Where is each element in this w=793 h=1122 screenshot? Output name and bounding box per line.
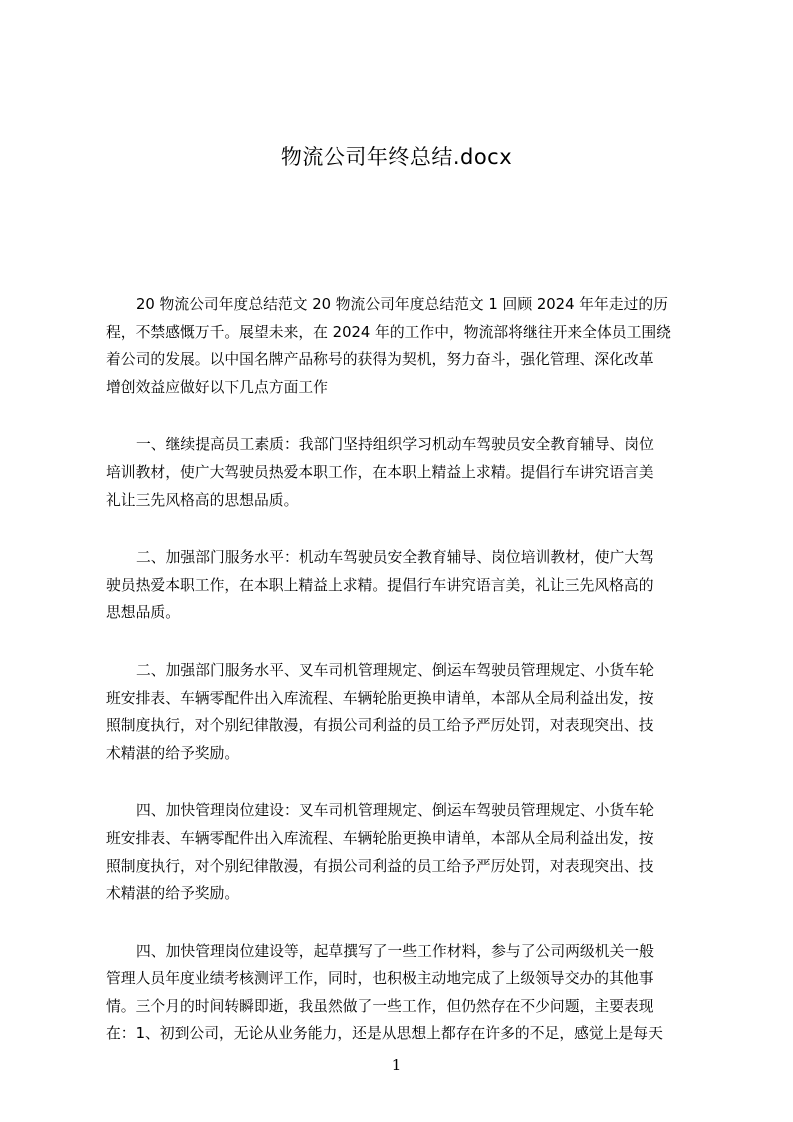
text-line: 照制度执行，对个别纪律散漫，有损公司利益的员工给予严厉处罚，对表现突出、技 [106,717,654,735]
text-line: 一、继续提高员工素质：我部门坚持组织学习机动车驾驶员安全教育辅导、岗位 [136,436,654,454]
text-line: 20 物流公司年度总结范文 20 物流公司年度总结范文 1 回顾 2024 年年走过的历 [136,296,668,313]
paragraph-service-rules [106,657,698,767]
text-line: 在：1、初到公司，无论从业务能力，还是从思想上都存在许多的不足，感觉上是每天 [106,1025,663,1043]
text-line: 四、加快管理岗位建设等，起草撰写了一些工作材料，参与了公司两级机关一般 [136,942,654,960]
paragraph-post-construction [106,797,698,907]
text-line: 程，不禁感慨万千。展望未来，在 2024 年的工作中，物流部将继往开来全体员工围绕 [106,323,671,341]
text-line: 礼让三先风格高的思想品质。 [106,491,299,509]
text-line: 情。三个月的时间转瞬即逝，我虽然做了一些工作，但仍然存在不少问题，主要表现 [106,997,654,1015]
text-line: 驶员热爱本职工作，在本职上精益上求精。提倡行车讲究语言美，礼让三先风格高的 [106,576,654,594]
text-line: 二、加强部门服务水平：机动车驾驶员安全教育辅导、岗位培训教材，使广大驾 [136,549,654,567]
page-number: 1 [391,1056,402,1074]
text-line: 术精湛的给予奖励。 [106,885,240,903]
document-title: 物流公司年终总结.docx [280,145,513,169]
paragraph-staff-quality [106,431,698,514]
paragraph-service-level [106,544,698,627]
text-line: 增创效益应做好以下几点方面工作 [106,378,328,396]
text-line: 着公司的发展。以中国名牌产品称号的获得为契机，努力奋斗，强化管理、深化改革 [106,351,654,369]
text-line: 二、加强部门服务水平、叉车司机管理规定、倒运车驾驶员管理规定、小货车轮 [136,661,654,679]
text-line: 班安排表、车辆零配件出入库流程、车辆轮胎更换申请单，本部从全局利益出发，按 [106,689,654,707]
text-line: 术精湛的给予奖励。 [106,744,240,762]
paragraph-intro [106,291,698,401]
text-line: 思想品质。 [106,604,180,622]
text-line: 培训教材，使广大驾驶员热爱本职工作，在本职上精益上求精。提倡行车讲究语言美 [106,463,654,481]
text-line: 班安排表、车辆零配件出入库流程、车辆轮胎更换申请单，本部从全局利益出发，按 [106,829,654,847]
paragraph-work-review [106,938,698,1048]
text-line: 管理人员年度业绩考核测评工作，同时，也积极主动地完成了上级领导交办的其他事 [106,970,654,988]
document-body [106,291,698,1078]
text-line: 照制度执行，对个别纪律散漫，有损公司利益的员工给予严厉处罚，对表现突出、技 [106,857,654,875]
text-line: 四、加快管理岗位建设：叉车司机管理规定、倒运车驾驶员管理规定、小货车轮 [136,802,654,820]
